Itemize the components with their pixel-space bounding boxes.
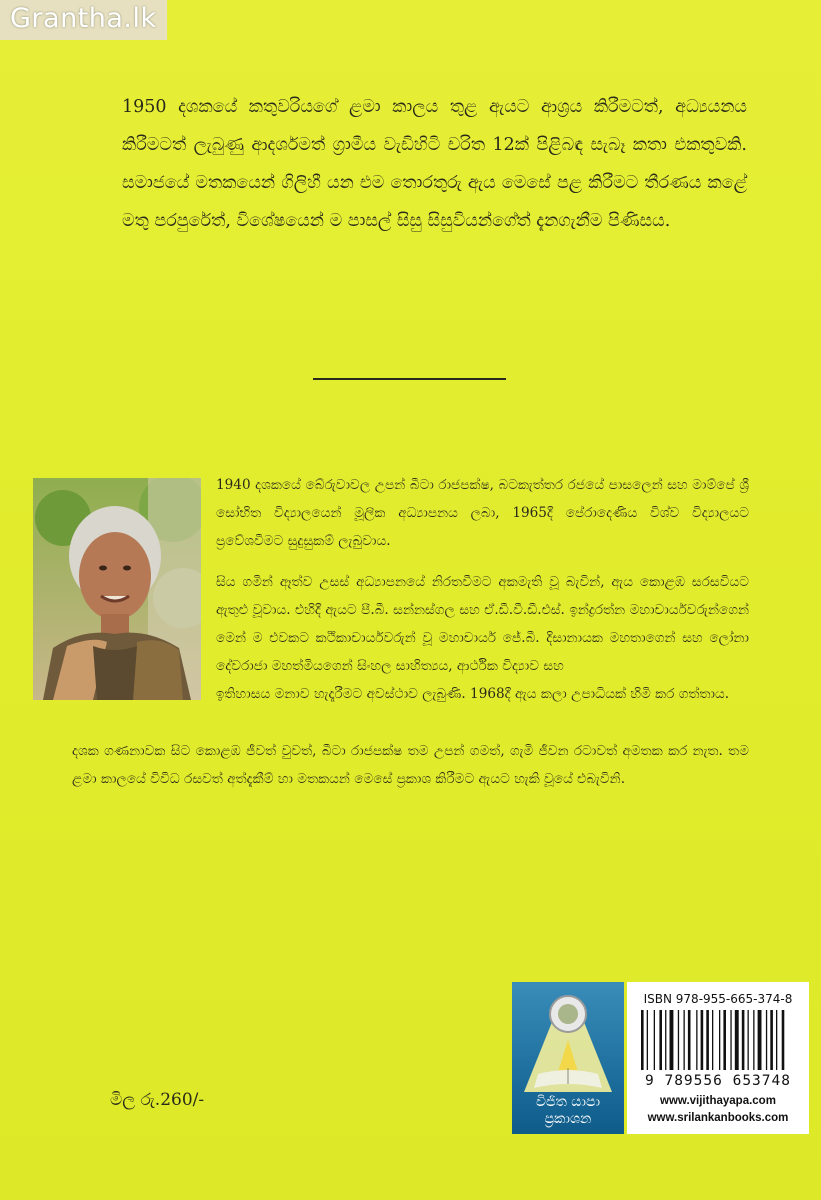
divider-rule (313, 378, 506, 380)
website-vijithayapa: www.vijithayapa.com (660, 1095, 776, 1107)
author-photo (33, 478, 201, 700)
price-label: මිල රු.260/- (110, 1090, 205, 1110)
website-srilankanbooks: www.srilankanbooks.com (647, 1112, 789, 1124)
publisher-name (512, 1094, 624, 1128)
publisher-logo (512, 982, 624, 1134)
author-bio-paragraph-2-end: ඉතිහාසය මනාව හැදෑරීමට අවස්ථාව ලැබුණි. 1968දී ඇය කලා උපාධියක් හිමි කර ගත්තාය. (216, 686, 730, 702)
publisher-emblem-icon (512, 982, 624, 1102)
barcode-panel (627, 982, 809, 1134)
author-bio-paragraph-3: දශක ගණනාවක සිට කොළඹ ජීවත් වුවත්, බීටා රාජපක්ෂ තම උපන් ගමත්, ගැමි ජීවන රටාවත් අමතක කර නැත. තම ළමා කාලයේ විවිධ රසවත් අත්දැකීම් හා මතකයන් මෙසේ ප්‍රකාශ කිරීමට ඇයට හැකි වූයේ එබැවිනි. (72, 743, 749, 787)
isbn-text: ISBN 978-955-665-374-8 (643, 992, 793, 1006)
author-bio-paragraph-2: සිය ගමින් ඈත්ව උසස් අධ්‍යාපනයේ නිරතවීමට අකමැති වූ බැවින්, ඇය කොළඹ සරසවියට ඇතුළු වූවාය. එහිදී ඇයට පී.බී. සන්නස්ගල සහ ඒ.ඩී.වී.ඩී.එස්. ඉන්ද්‍රරත්න මහාචාර්යවරුන්ගෙන් මෙන් ම එවකට කථිකාචාර්යවරුන් වූ මහාචාර්ය ජේ.බී. දිසානායක මහතාගෙන් සහ ලෝනා දේවරාජා මහත්මියගෙන් සිංහල සාහිත්‍යය, ආර්ථික විද්‍යාව සහ (216, 574, 749, 674)
publisher-name-line-1: විජිත යාපා (535, 1094, 601, 1110)
barcode-image (627, 1008, 809, 1078)
publisher-name-line-2: ප්‍රකාශන (544, 1111, 592, 1127)
author-portrait-image (33, 478, 201, 700)
barcode-number: 9 789556 653748 (645, 1073, 791, 1089)
book-blurb: 1950 දශකයේ කතුවරියගේ ළමා කාලය තුළ ඇයට ආශ්‍රය කිරීමටත්, අධ්‍යයනය කිරීමටත් ලැබුණු ආදර්ශමත් ග්‍රාමීය වැඩිහිටි චරිත 12ක් පිළිබඳ සැබෑ කතා එකතුවකි. සමාජයේ මතකයෙන් ගිලිහී යන එම තොරතුරු ඇය මෙසේ පළ කිරීමට තීරණය කළේ මතු පරපුරේත්, විශේෂයෙන් ම පාසල් සිසු සිසුවියන්ගේත් දැනගැනීම පිණිසය. (122, 97, 747, 231)
watermark-logo: Grantha.lk (0, 0, 167, 40)
author-bio-paragraph-1: 1940 දශකයේ බේරුවාවල උපන් බීටා රාජපක්ෂ, බටකැත්තර රජයේ පාසලෙන් සහ මාම්පේ ශ්‍රී සෝභිත විද්‍යාලයෙන් මූලික අධ්‍යාපනය ලබා, 1965දී පේරාදෙණිය විශ්ව විද්‍යාලයට ප්‍රවේශවීමට සුදුසුකම් ලැබුවාය. (216, 477, 749, 549)
